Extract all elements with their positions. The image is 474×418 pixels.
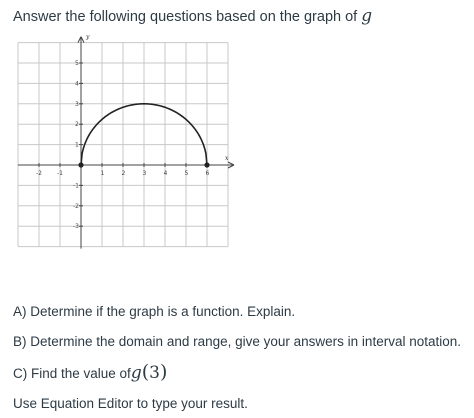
- prompt-sentence: Answer the following questions based on the graph of: [13, 9, 358, 25]
- x-tick-label: 2: [121, 170, 126, 177]
- y-tick-label: 4: [75, 80, 79, 88]
- x-tick-label: -2: [36, 170, 42, 177]
- y-tick-label: -2: [73, 202, 79, 210]
- y-tick-label: 2: [75, 121, 79, 129]
- x-tick-label: 6: [205, 170, 210, 177]
- x-tick-label: -1: [57, 170, 63, 177]
- x-axis-label: x: [225, 155, 229, 162]
- curve-endpoint: [78, 162, 83, 167]
- x-tick-label: 3: [142, 170, 147, 177]
- question-b: B) Determine the domain and range, give your answers in interval notation.: [13, 334, 461, 349]
- y-axis-label: y: [86, 33, 90, 41]
- question-a: A) Determine if the graph is a function. Explain.: [13, 304, 296, 319]
- x-tick-label: 1: [100, 170, 105, 177]
- y-tick-label: 5: [75, 60, 79, 67]
- question-c: [13, 361, 167, 383]
- question-c-prefix: C) Find the value of: [13, 366, 131, 381]
- function-symbol: g: [361, 6, 373, 26]
- y-tick-label: -1: [73, 182, 79, 190]
- instruction-text: Use Equation Editor to type your result.: [13, 396, 248, 411]
- y-tick-label: -3: [73, 223, 79, 231]
- question-c-expression: g(3): [130, 361, 168, 383]
- x-tick-label: 4: [163, 170, 168, 177]
- y-tick-label: 1: [75, 141, 79, 149]
- y-tick-label: 3: [75, 100, 79, 108]
- x-tick-label: 5: [184, 170, 189, 177]
- curve-endpoint: [204, 162, 209, 167]
